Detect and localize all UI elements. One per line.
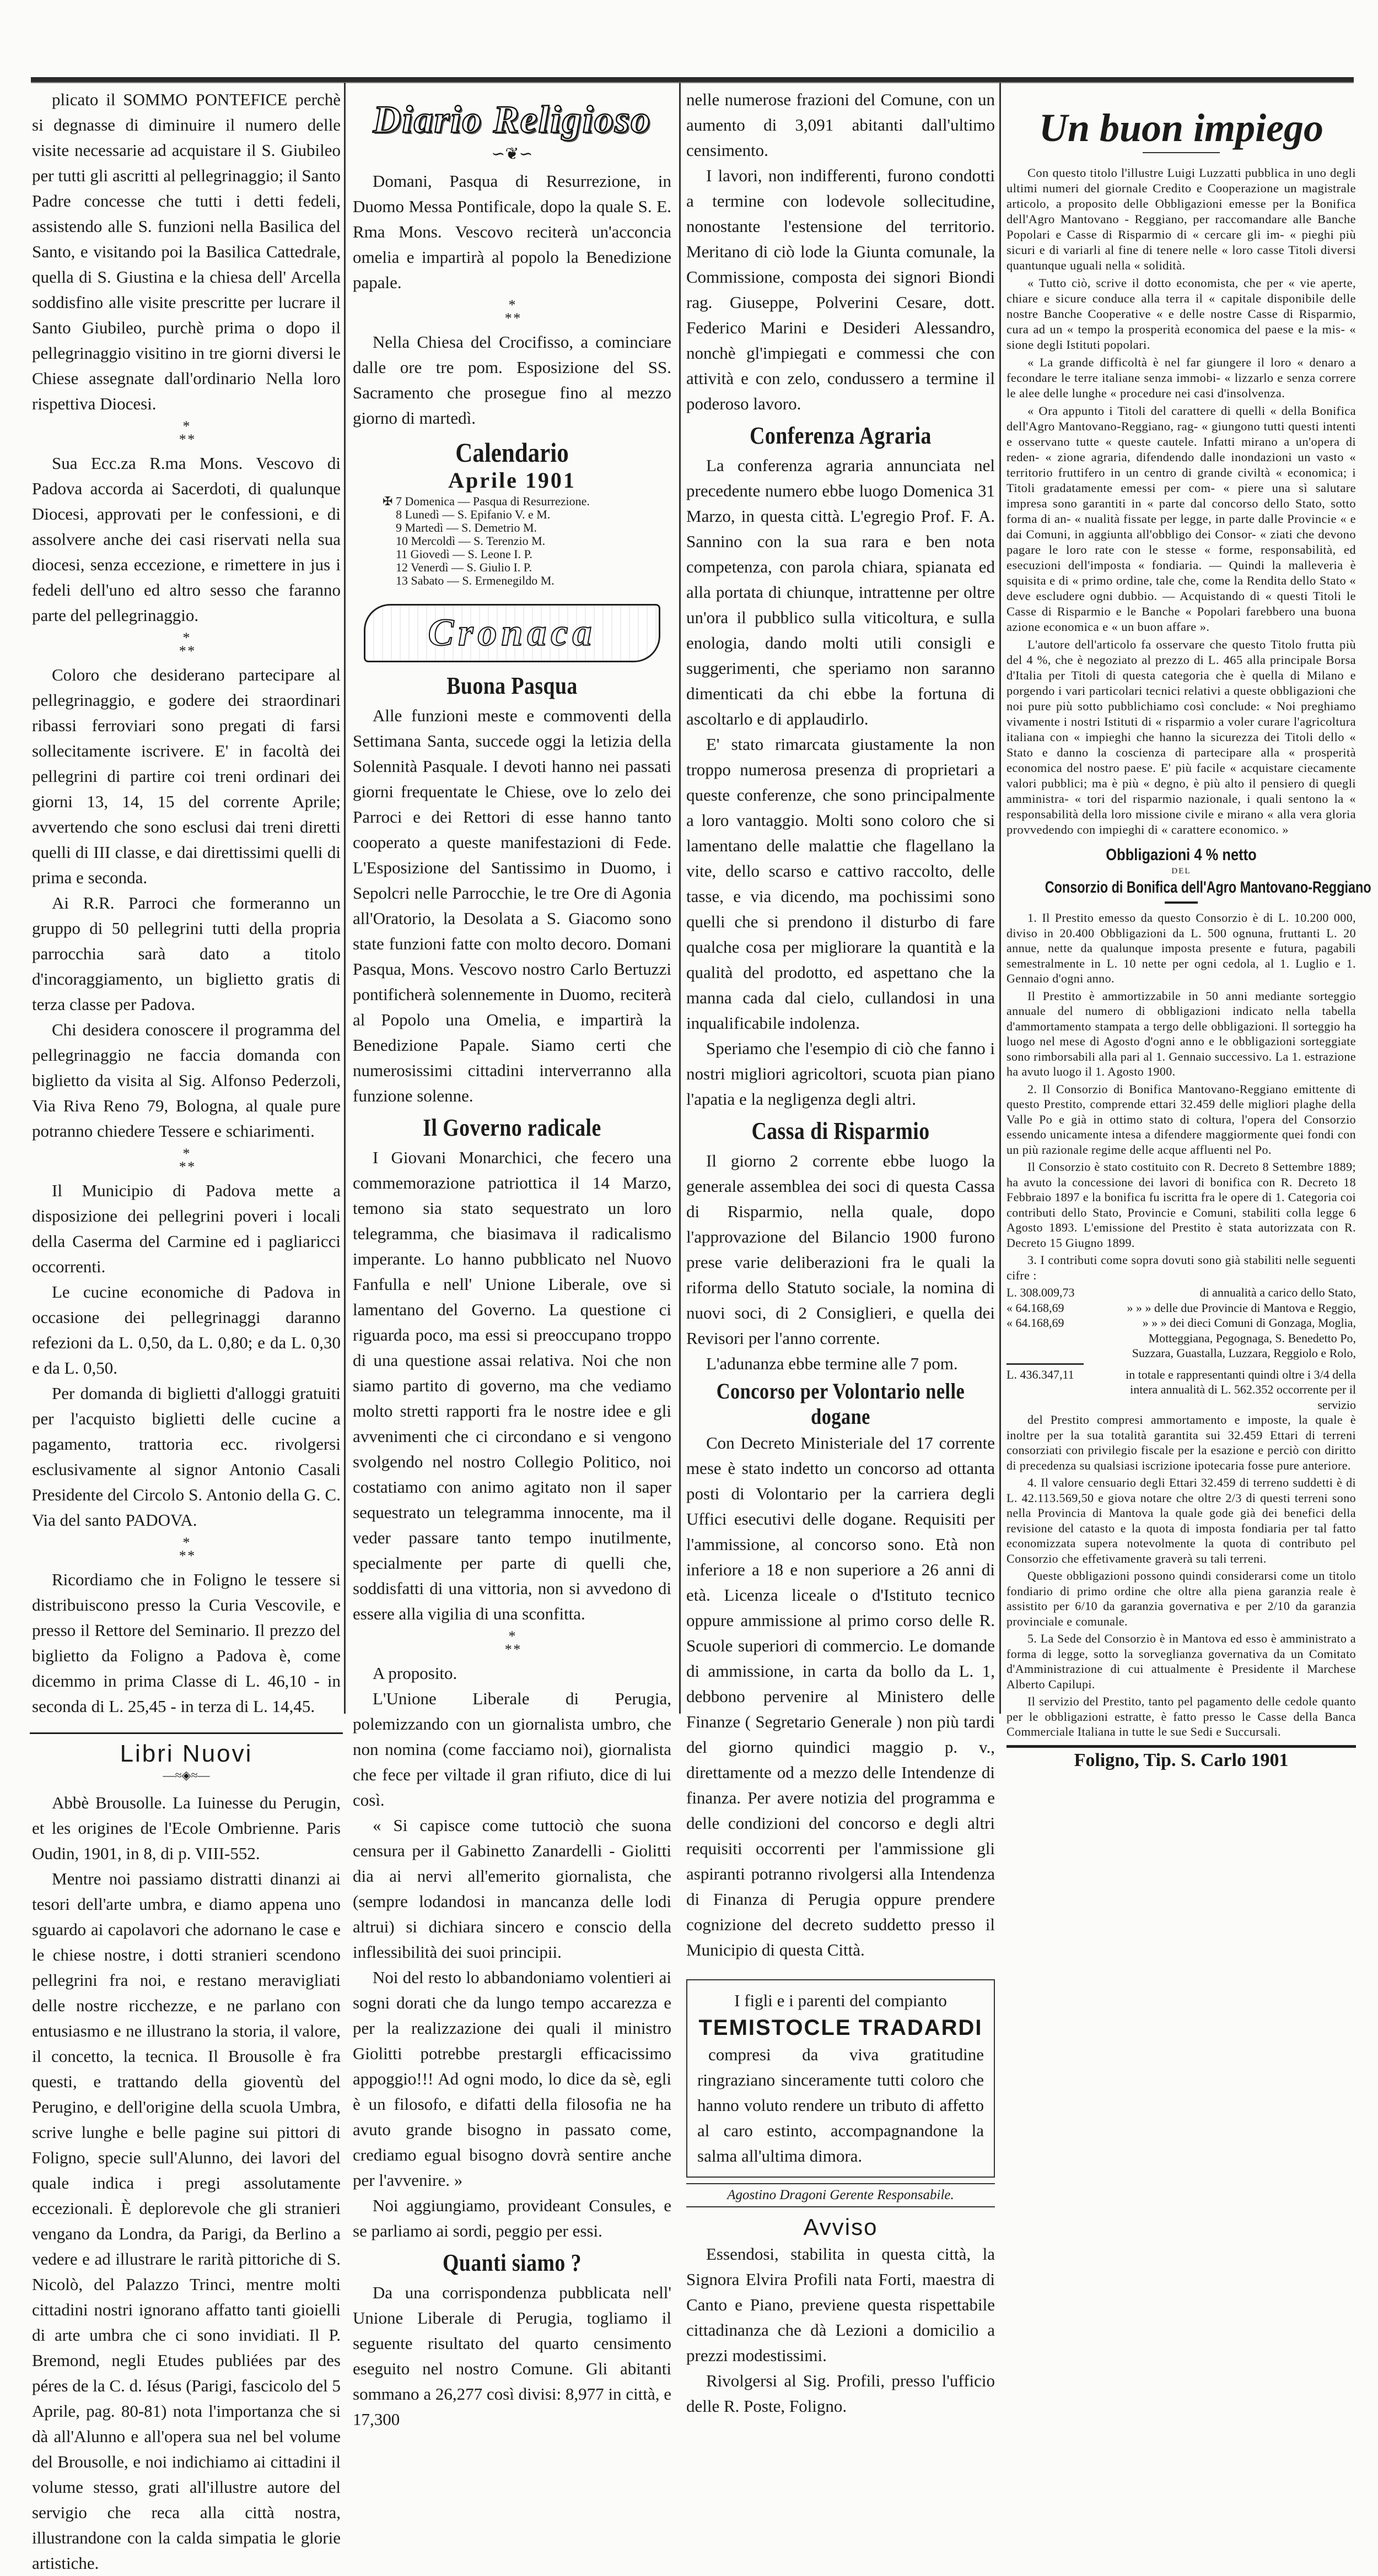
paragraph: Alle funzioni meste e commoventi della Settimana Santa, succede oggi la letizia della Solennità Pasquale. I devoti hanno nei passati giorni frequentate le Chiese, ove lo zelo dei Parroci e dei Rettori di esse hanno tanto cooperato a queste manifestazioni di Fede. L'Esposizione del Santissimo in Duomo, i Sepolcri nelle Parrocchie, le tre Ore di Agonia all'Oratorio, la Desolata a S. Giacomo sono state funzioni fatte con molto decoro. Domani Pasqua, Mons. Vescovo nostro Carlo Bertuzzi pontificherà solennemente in Duomo, reciterà al Popolo una Omelia, e impartirà la Benedizione Papale. Siamo certi che numerosissimi cittadini interverranno alla funzione solenne. <box>353 706 671 1105</box>
article-title: Un buon impiego <box>1038 106 1324 150</box>
ornament-icon <box>353 144 671 164</box>
paragraph: Chi desidera conoscere il programma del pellegrinaggio ne faccia domanda con biglietto da visita al Sig. Alfonso Pederzoli, Via Riva Reno 79, Bologna, al quale pure potranno chiedere Tessere e schiarimenti. <box>32 1020 341 1141</box>
paragraph: 3. I contributi come sopra dovuti sono già stabiliti nelle seguenti cifre : <box>1006 1253 1356 1282</box>
notice-name: TEMISTOCLE TRADARDI <box>698 2016 983 2040</box>
ornament-icon <box>30 1768 343 1783</box>
paragraph: L'adunanza ebbe termine alle 7 pom. <box>706 1354 958 1373</box>
libri-nuovi-title: Libri Nuovi <box>120 1740 253 1767</box>
contribution-description: in totale e rappresentanti quindi oltre i 3/4 della intera annualità di L. 562.352 occorrente per il servizio <box>1126 1367 1356 1412</box>
printer-footer: Foligno, Tip. S. Carlo 1901 <box>1006 1745 1356 1773</box>
contribution-description: » » » dei dieci Comuni di Gonzaga, Moglia, Motteggiana, Pegognaga, S. Benedetto Po, Suzzara, Guastalla, Luzzara, Reggiolo e Rolo, <box>1132 1316 1356 1360</box>
column-divider <box>999 83 1001 1714</box>
contribution-amount: L. 436.347,11 <box>1006 1367 1074 1381</box>
paragraph: Da una corrispondenza pubblicata nell' Unione Liberale di Perugia, togliamo il seguente risultato del quarto censimento eseguito nel nostro Comune. Gli abitanti sommano a 26,277 così divisi: 8,977 in città, e 17,300 <box>353 2283 671 2429</box>
paragraph: « Si capisce come tuttociò che suona censura per il Gabinetto Zanardelli - Giolitti dia ai nervi all'emerito giornalista, che (sempre lodandosi in mancanza delle lodi altrui) si dichiara sincero e conscio della inflessibilità dei suoi principii. <box>353 1816 671 1962</box>
divider <box>1165 901 1198 904</box>
paragraph: Per domanda di biglietti d'alloggi gratuiti per l'acquisto biglietti delle cucine a pagamento, trattoria ecc. rivolgersi esclusivamente al signor Antonio Casali Presidente del Circolo S. Antonio della G. C. Via del santo PADOVA. <box>32 1384 341 1530</box>
contribution-description: di annualità a carico dello Stato, <box>1199 1286 1356 1299</box>
contribution-amount: L. 308.009,73 <box>1006 1286 1075 1299</box>
calendar <box>353 436 671 587</box>
asterism-separator <box>32 420 341 446</box>
notice-intro: I figli e i parenti del compianto <box>734 1991 947 2010</box>
column-divider <box>344 83 346 1714</box>
gerente-responsabile: Agostino Dragoni Gerente Responsabile. <box>686 2183 995 2207</box>
asterism-separator <box>353 1630 671 1656</box>
calendar-list <box>396 495 671 587</box>
paragraph: Noi aggiungiamo, provideant Consules, e se parliamo ai sordi, peggio per essi. <box>353 2196 671 2240</box>
paragraph: Con questo titolo l'illustre Luigi Luzzatti pubblica in uno degli ultimi numeri del giornale Credito e Cooperazione un magistrale articolo, a proposito delle Obbligazioni emesse per la Bonifica dell'Agro Mantovano - Reggiano, per raccomandare alle Banche Popolari e Casse di Risparmio di « cercare gli im- « pieghi più sicuri e di variarli al fine di tenere nelle « loro casse Titoli diversi quantunque uguali nella « solidità. <box>1006 166 1356 272</box>
calendar-item: 13 Sabato — S. Ermenegildo M. <box>396 574 555 587</box>
obbligazioni-del: DEL <box>1171 867 1191 876</box>
paragraph: I lavori, non indifferenti, furono condotti a termine con lodevole sollecitudine, nonostante l'estensione del territorio. Meritano di ciò lode la Giunta comunale, la Commissione, composta dei signori Biondi rag. Giuseppe, Polverini Cesare, dott. Federico Marini e Desideri Alessandro, nonchè gl'impiegati e commessi che con attività e con zelo, condussero a termine il poderoso lavoro. <box>686 166 995 413</box>
paragraph: Noi del resto lo abbandoniamo volentieri ai sogni dorati che da lungo tempo accarezza e per la realizzazione dei quali il ministro Giolitti potrebbe prestargli efficacissimo appoggio!!! Ad ogni modo, lo dice da sè, egli è un filosofo, e difatti della filosofia ne ha avuto grande bisogno in passato come, crediamo egual bisogno dovrà sentire anche per l'avvenire. » <box>353 1968 671 2190</box>
contributions-table <box>1006 1285 1356 1412</box>
paragraph: Coloro che desiderano partecipare al pellegrinaggio, e godere dei straordinari ribassi ferroviari sono pregati di farsi sollecitamente iscrivere. E' in facoltà dei pellegrini di partire coi treni ordinari dei giorni 13, 14, 15 del corrente Aprile; avvertendo che sono esclusi dai treni diretti quelli di III classe, e dai direttissimi quelli di prima e seconda. <box>32 665 341 887</box>
calendar-item: 11 Giovedì — S. Leone I. P. <box>396 547 532 561</box>
column-1 <box>32 87 341 2576</box>
paragraph: Il servizio del Prestito, tanto pel pagamento delle cedole quanto per le obbligazioni estratte, è fatto presso le Casse della Banca Commerciale Italiana in tutte le sue Sedi e Succursali. <box>1006 1694 1356 1738</box>
contribution-row <box>1006 1300 1356 1316</box>
asterism-separator <box>32 1147 341 1174</box>
paragraph: La conferenza agraria annunciata nel precedente numero ebbe luogo Domenica 31 Marzo, in questa città. L'egregio Prof. F. A. Sannino con la sua rara e ben nota competenza, con parola chiara, spianata ed alla portata di chiunque, intrattenne per oltre un'ora il pubblico sulla viticoltura, e sulla enologia, dando molti utili consigli e suggerimenti, che speriamo non saranno dimenticati da chi ebbe la fortuna di ascoltarlo e di applaudirlo. <box>686 456 995 728</box>
paragraph: Speriamo che l'esempio di ciò che fanno i nostri migliori agricoltori, scuota pian piano l'apatia e la negligenza degli altri. <box>686 1039 995 1109</box>
section-heading: Cassa di Risparmio <box>751 1117 930 1144</box>
paragraph: 4. Il valore censuario degli Ettari 32.459 di terreno suddetti è di L. 42.113.569,50 e giova notare che oltre 2/3 di questi terreni sono nella Provincia di Mantova la quale gode già dei benefici della revisione del catasto e la quota di imposta fondiaria per tal fatto economizzata supera notevolmente la quota di contributo pel Consorzio che effetivamente graverà su tali terreni. <box>1006 1476 1356 1565</box>
paragraph: plicato il SOMMO PONTEFICE perchè si degnasse di diminuire il numero delle visite necessarie ad acquistare il S. Giubileo per tutti gli ascritti al pellegrinaggio; il Santo Padre concesse che tutti i detti fedeli, assistendo alle S. funzioni nella Basilica del Santo, e visitando poi la Basilica Cattedrale, quella di S. Giustina e la chiesa dell' Arcella soddisfino alle visite prescritte per lucrare il Santo Giubileo, purchè prima o dopo il pellegrinaggio visitino in tre giorni diversi le Chiese assegnate dall'ordinario Nella loro rispettiva Diocesi. <box>32 90 341 413</box>
paragraph: Il Prestito è ammortizzabile in 50 anni mediante sorteggio annuale del numero di obbligazioni indicato nella tabella d'ammortamento stampata a tergo delle obbligazioni. Il sorteggio ha luogo nel mese di Agosto d'ogni anno e le obbligazioni sorteggiate sono rimborsabili alla pari al 1. Gennaio successivo. La 1. estrazione ha avuto luogo il 1. Agosto 1900. <box>1006 989 1356 1078</box>
paragraph: Il Municipio di Padova mette a disposizione dei pellegrini poveri i locali della Caserma del Carmine ed i pagliaricci occorrenti. <box>32 1181 341 1276</box>
paragraph: E' stato rimarcata giustamente la non troppo numerosa presenza di proprietari a queste conferenze, che sono principalmente a loro vantaggio. Molti sono coloro che si lamentano delle malattie che flagellano la vite, dello scarso e cattivo raccolto, delle tasse, e via dicendo, ma pochissimi sono quelli che si prendono il disturbo di fare qualche cosa per migliorare la quantità e la qualità del prodotto, ed aspettano che la manna cada dal cielo, cullandosi in una inqualificabile indolenza. <box>686 735 995 1033</box>
contribution-row <box>1006 1285 1356 1300</box>
divider <box>1143 152 1220 153</box>
paragraph: Essendosi, stabilita in questa città, la Signora Elvira Profili nata Forti, maestra di Canto e Piano, previene questa rispettabile cittadinanza che dà Lezioni a domicilio a prezzi modestissimi. <box>686 2244 995 2365</box>
obbligazioni-heading: Obbligazioni 4 % netto <box>1106 846 1257 864</box>
libri-nuovi-header <box>30 1732 343 1783</box>
paragraph: L'autore dell'articolo fa osservare che questo Titolo frutta più del 4 %, che è negoziato al prezzo di L. 465 alla principale Borsa d'Italia per Titoli di questa categoria che è quella di Milano e porgendo i vari particolari tecnici relativi a queste obbligazioni che noi pure più sotto pubblichiamo così conclude: « Noi preghiamo vivamente i nostri Istituti di « risparmio a voler curare l'agricoltura italiana con « impieghi che hanno la sicurezza dei Titoli dello « Stato e danno la coscienza di partecipare alla « prosperità economica del nostro paese. E' più facile « acquistare ciecamente valori pubblici; ma è più « degno, è più alto il pensiero di quegli amministra- « tori del risparmio nazionale, i quali sentono la « responsabilità della loro missione civile e mirano « alla vera gloria provvedendo con impieghi di « carattere economico. » <box>1006 638 1356 836</box>
paragraph: Domani, Pasqua di Resurrezione, in Duomo Messa Pontificale, dopo la quale S. E. Rma Mons. Vescovo reciterà un'acconcia omelia e impartirà al popolo la Benedizione papale. <box>353 171 671 292</box>
calendar-item: 10 Mercoldì — S. Terenzio M. <box>396 534 546 548</box>
contribution-row <box>1006 1315 1356 1361</box>
paragraph: Sua Ecc.za R.ma Mons. Vescovo di Padova accorda ai Sacerdoti, di qualunque Diocesi, approvati per le confessioni, e di assolvere anche dei casi riservati nella sua diocesi, senza eccezione, e rimettere in jus i fedeli dell'uno ed altro sesso che faranno parte del pellegrinaggio. <box>32 453 341 625</box>
top-rule <box>31 77 1354 83</box>
sum-rule <box>1006 1363 1084 1365</box>
calendar-item: 12 Venerdì — S. Giulio I. P. <box>396 560 532 574</box>
paragraph: Mentre noi passiamo distratti dinanzi ai tesori dell'arte umbra, e diamo appena uno sguardo ai capolavori che adornano le case e le chiese nostre, i dotti stranieri scendono pellegrini fra noi, e restano meravigliati delle nostre ricchezze, e ne parlano con entusiasmo e ne illustrano la storia, il valore, il concetto, la tecnica. Il Brousolle è fra questi, e trattando della gioventù del Perugino, e dell'origine della scuola Umbra, scrive lunghe e belle pagine sui pittori di Foligno, specie sull'Alunno, dei lavori del quale indica i pregi assolutamente eccezionali. È deplorevole che gli stranieri vengano da Londra, da Parigi, da Berlino a vedere e ad illustrare le rarità pittoriche di S. Nicolò, del Palazzo Trinci, mentre molti cittadini nostri ignorano affatto tanti gioielli di arte umbra che ci sono invidiati. Il P. Bremond, negli Etudes publiées par des péres de la C. d. Iésus (Parigi, fascicolo del 5 Aprile, pag. 80-81) nota l'importanza che si dà all'Alunno e all'opera sua nel bel volume del Brousolle, e noi indichiamo ai cittadini il volume stesso, grati all'illustre autore del servigio che reca alla città nostra, illustrandone con la calda simpatia le glorie artistiche. <box>32 1869 341 2573</box>
paragraph: Ai R.R. Parroci che formeranno un gruppo di 50 pellegrini tutti della propria parrocchia sarà dato a titolo d'incoraggiamento, un biglietto gratis di terza classe per Padova. <box>32 893 341 1014</box>
paragraph: « Tutto ciò, scrive il dotto economista, che per « vie aperte, chiare e sicure conduce alla terra il « capitale disponibile delle nostre Banche Cooperative « e delle nostre Casse di Risparmio, cura ad un « tempo la prosperità economica del paese e la mis- « sione degli Istituti popolari. <box>1006 276 1356 352</box>
notice-text: compresi da viva gratitudine ringraziano sinceramente tutti coloro che hanno voluto rendere un tributo di affetto al caro estinto, accompagnandone la salma all'ultima dimora. <box>697 2045 984 2165</box>
paragraph: « La grande difficoltà è nel far giungere il loro « denaro a fecondare le terre italiane senza immobi- « lizzarlo e senza correre le alee delle lunghe « procedure nei casi d'insolvenza. <box>1006 355 1356 400</box>
section-heading: Buona Pasqua <box>446 672 578 699</box>
paragraph: Il giorno 2 corrente ebbe luogo la generale assemblea dei soci di questa Cassa di Risparmio, nella quale, dopo l'approvazione del Bilancio 1900 furono prese varie deliberazioni fra le quali la riforma dello Statuto sociale, la nomina di nuovi soci, di 2 Consiglieri, e quella dei Revisori per l'anno corrente. <box>686 1151 995 1348</box>
paragraph: Queste obbligazioni possono quindi considerarsi come un titolo fondiario di primo ordine che oltre alla piena garanzia reale è assistito per 6/10 da garanzia governativa e per 2/10 da garanzia provinciale e comunale. <box>1006 1569 1356 1628</box>
paragraph: nelle numerose frazioni del Comune, con un aumento di 3,091 abitanti dall'ultimo censimento. <box>686 90 995 160</box>
cronaca-banner: Cronaca <box>364 604 660 662</box>
paragraph: I Giovani Monarchici, che fecero una commemorazione patriottica il 14 Marzo, temono sia stato sequestrato un loro telegramma, che biasimava il radicalismo imperante. Lo hanno pubblicato nel Nuovo Fanfulla e nell' Unione Liberale, ove si lamentano del Governo. La questione ci riguarda poco, ma essi si preoccupano troppo di una questione assai relativa. Noi che non siamo partito di governo, ma che vediamo molto stretti rapporti fra le nostre idee e gli avvenimenti che ci circondano e si vengono svolgendo nel nostro Collegio Politico, noi costatiamo con animo agitato non il saper sequestrato un telegramma innocente, ma il veder passare tanto tempo inutilmente, specialmente per parte di quelli che, soddisfatti di una vittoria, non si avvedono di essere alla vigilia di una sconfitta. <box>353 1148 671 1623</box>
obituary-notice <box>686 1979 995 2178</box>
asterism-separator <box>32 631 341 658</box>
column-divider <box>679 83 681 1714</box>
calendar-item: 8 Lunedì — S. Epifanio V. e M. <box>396 507 551 521</box>
paragraph: Le cucine economiche di Padova in occasione dei pellegrinaggi daranno refezioni da L. 0,50, da L. 0,80; e da L. 0,30 e da L. 0,50. <box>32 1282 341 1378</box>
paragraph: 1. Il Prestito emesso da questo Consorzio è di L. 10.200 000, diviso in 20.400 Obbligazioni da L. 500 ognuna, fruttanti L. 20 annue, nette da qualunque imposta presente e futura, pagabili semestralmente in L. 10 nette per ogni cedola, al 1. Luglio e 1. Gennaio d'ogni anno. <box>1006 911 1356 985</box>
contribution-amount: « 64.168,69 <box>1006 1316 1064 1330</box>
column-4-un-buon-impiego <box>1006 87 1371 1773</box>
calendar-item: ✠ 7 Domenica — Pasqua di Resurrezione. <box>396 495 671 508</box>
paragraph: A proposito. <box>373 1664 457 1683</box>
diario-religioso-header <box>353 98 671 164</box>
column-3 <box>686 87 995 2419</box>
contribution-amount: « 64.168,69 <box>1006 1300 1064 1315</box>
calendar-month: Aprile 1901 <box>448 468 576 493</box>
asterism-separator <box>32 1536 341 1563</box>
paragraph: 2. Il Consorzio di Bonifica Mantovano-Reggiano emittente di questo Prestito, comprende ettari 32.459 delle migliori plaghe della Valle Po e già in ottimo stato di coltura, l'opera del Consorzio essendo unicamente intesa a difendere maggiormente quei fondi con un più razionale regime delle acque affluenti nel Po. <box>1006 1082 1356 1157</box>
section-heading: Quanti siamo ? <box>442 2249 582 2276</box>
calendar-title: Calendario <box>455 437 569 468</box>
calendar-item: 9 Martedì — S. Demetrio M. <box>396 521 537 534</box>
avviso-heading: Avviso <box>803 2214 878 2240</box>
contribution-row <box>1006 1367 1356 1413</box>
column-2 <box>353 87 671 2432</box>
consorzio-heading: Consorzio di Bonifica dell'Agro Mantovano-Reggiano <box>1045 878 1371 897</box>
paragraph: Ricordiamo che in Foligno le tessere si distribuiscono presso la Curia Vescovile, e presso il Rettore del Seminario. Il prezzo del biglietto da Foligno a Padova è, come dicemmo in prima Classe di L. 46,10 - in seconda di L. 25,45 - in terza di L. 14,45. <box>32 1570 341 1716</box>
paragraph: Rivolgersi al Sig. Profili, presso l'ufficio delle R. Poste, Foligno. <box>686 2371 995 2416</box>
paragraph: Abbè Brousolle. La Iuinesse du Perugin, et les origines de l'Ecole Ombrienne. Paris Oudin, 1901, in 8, di p. VIII-552. <box>32 1793 341 1863</box>
paragraph: Con Decreto Ministeriale del 17 corrente mese è stato indetto un concorso ad ottanta posti di Volontario per la carriera degli Uffici esecutivi delle dogane. Requisiti per l'ammissione, al concorso sono. Età non inferiore a 18 e non superiore a 26 anni di età. Licenza liceale o d'Istituto tecnico oppure ammissione al primo corso delle R. Scuole superiori di commercio. Le domande di ammissione, in carta da bollo da L. 1, debbono pervenire al Ministero delle Finanze ( Segretario Generale ) non più tardi del giorno quindici maggio p. v., direttamente od a mezzo delle Intendenze di finanza. Per avere notizia del programma e delle condizioni del concorso e degli altri requisiti occorrenti per l'ammissione gli aspiranti potranno rivolgersi alla Intendenza di Finanza di Perugia oppure prendere cognizione del decreto suddetto presso il Municipio di questa Città. <box>686 1433 995 1959</box>
diario-religioso-title: Diario Religioso <box>373 99 652 141</box>
paragraph: L'Unione Liberale di Perugia, polemizzando con un giornalista umbro, che non nomina (come facciamo noi), giornalista che fece per viltade il gran rifiuto, dice di lui così. <box>353 1689 671 1810</box>
paragraph: 5. La Sede del Consorzio è in Mantova ed esso è amministrato a forma di legge, sotto la sorveglianza governativa da un Comitato d'Amministrazione di cui attualmente è Presidente il Marchese Alberto Capilupi. <box>1006 1632 1356 1691</box>
asterism-separator <box>353 299 671 325</box>
paragraph: del Prestito compresi ammortamento e imposte, la quale è inoltre per la sua totalità garantita sui 32.459 Ettari di terreni consorziati con privilegio fiscale per la esazione e perciò con diritto di precedenza su qualsiasi iscrizione ipotecaria fosse pure anteriore. <box>1006 1413 1356 1472</box>
section-heading: Conferenza Agraria <box>750 422 932 449</box>
contribution-description: » » » delle due Provincie di Mantova e Reggio, <box>1127 1300 1356 1315</box>
section-heading: Il Governo radicale <box>423 1114 601 1141</box>
paragraph: « Ora appunto i Titoli del carattere di quelli « della Bonifica dell'Agro Mantovano-Reggiano, rag- « giungono tutti questi intenti e osservano tutte « queste cautele. Infatti mirano a un'opera di reden- « zione agraria, difendendo dalle inondazioni un vasto « territorio fruttifero in un centro di grande civiltà « economica; i Titoli gradatamente emessi per com- « piere una sì salutare impresa sono garantiti in « parte dal concorso dello Stato, sotto forma di an- « nualità fissate per legge, in parte dalle Provincie « e dai Comuni, in aggiunta all'obbligo dei Consor- « ziati che devono pagare le loro rate con le stesse « forme, responsabilità, ed esecuzioni dell'imposta « fondiaria. — Quindi la malleveria è squisita e di « primo ordine, tale che, come la Rendita dello Stato « deve escludere ogni dubbio. — Acquistando di « questi Titoli le Casse di Risparmio e le Banche « Popolari farebbero una buona azione economica e « un buon affare ». <box>1006 404 1356 634</box>
paragraph: Nella Chiesa del Crocifisso, a cominciare dalle ore tre pom. Esposizione del SS. Sacramento che prosegue fino al mezzo giorno di martedì. <box>353 332 671 428</box>
section-heading: Concorso per Volontario nelle dogane <box>716 1379 965 1429</box>
paragraph: Il Consorzio è stato costituito con R. Decreto 8 Settembre 1889; ha avuto la concessione dei lavori di bonifica con R. Decreto 18 Febbraio 1897 e la bonifica fu iscritta fra le opere di 1. Categoria coi contributi dello Stato, Provincie e Comuni, stabiliti colla legge 6 Agosto 1893. L'emissione del Prestito è stata autorizzata con R. Decreto 15 Giugno 1899. <box>1006 1160 1356 1250</box>
